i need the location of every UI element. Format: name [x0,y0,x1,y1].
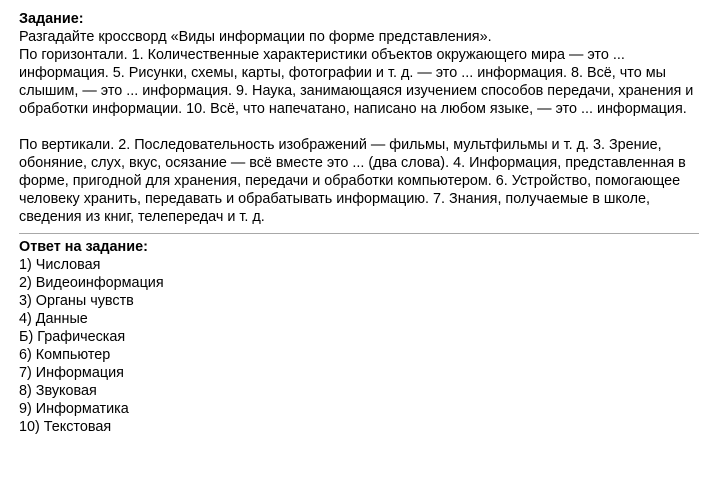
answer-item: 6) Компьютер [19,347,111,363]
section-divider [19,233,699,234]
answer-item: Б) Графическая [19,329,126,345]
task-intro: Разгадайте кроссворд «Виды информации по форме представления». [19,29,492,45]
answer-item: 3) Органы чувств [19,293,134,309]
answer-item: 2) Видеоинформация [19,275,164,291]
answer-item: 1) Числовая [19,257,101,273]
answer-item: 9) Информатика [19,401,129,417]
answer-item: 4) Данные [19,311,88,327]
answer-heading: Ответ на задание: [19,239,148,255]
answer-list [19,256,699,436]
paragraph-spacer [19,118,699,136]
answer-item: 8) Звуковая [19,383,97,399]
task-horizontal-clues: По горизонтали. 1. Количественные характеристики объектов окружающего мира — это ... информация. 5. Рисунки, схемы, карты, фотографии и т. д. — это ... информация. 8. Всё, что мы слышим, — это ... информация. 9. Наука, занимающаяся изучением способов передачи, хранения и обработки информации. 10. Всё, что напечатано, написано на любом языке, — это ... информация. [19,47,694,117]
task-vertical-clues: По вертикали. 2. Последовательность изображений — фильмы, мультфильмы и т. д. 3. Зрение, обоняние, слух, вкус, осязание — всё вместе это ... (два слова). 4. Информация, представленная в форме, пригодной для хранения, передачи и обработки компьютером. 6. Устройство, помогающее человеку хранить, передавать и обрабатывать информацию. 7. Знания, получаемые в школе, сведения из книг, телепередач и т. д. [19,137,686,225]
answer-item: 10) Текстовая [19,419,112,435]
answer-item: 7) Информация [19,365,124,381]
task-heading: Задание: [19,11,84,27]
